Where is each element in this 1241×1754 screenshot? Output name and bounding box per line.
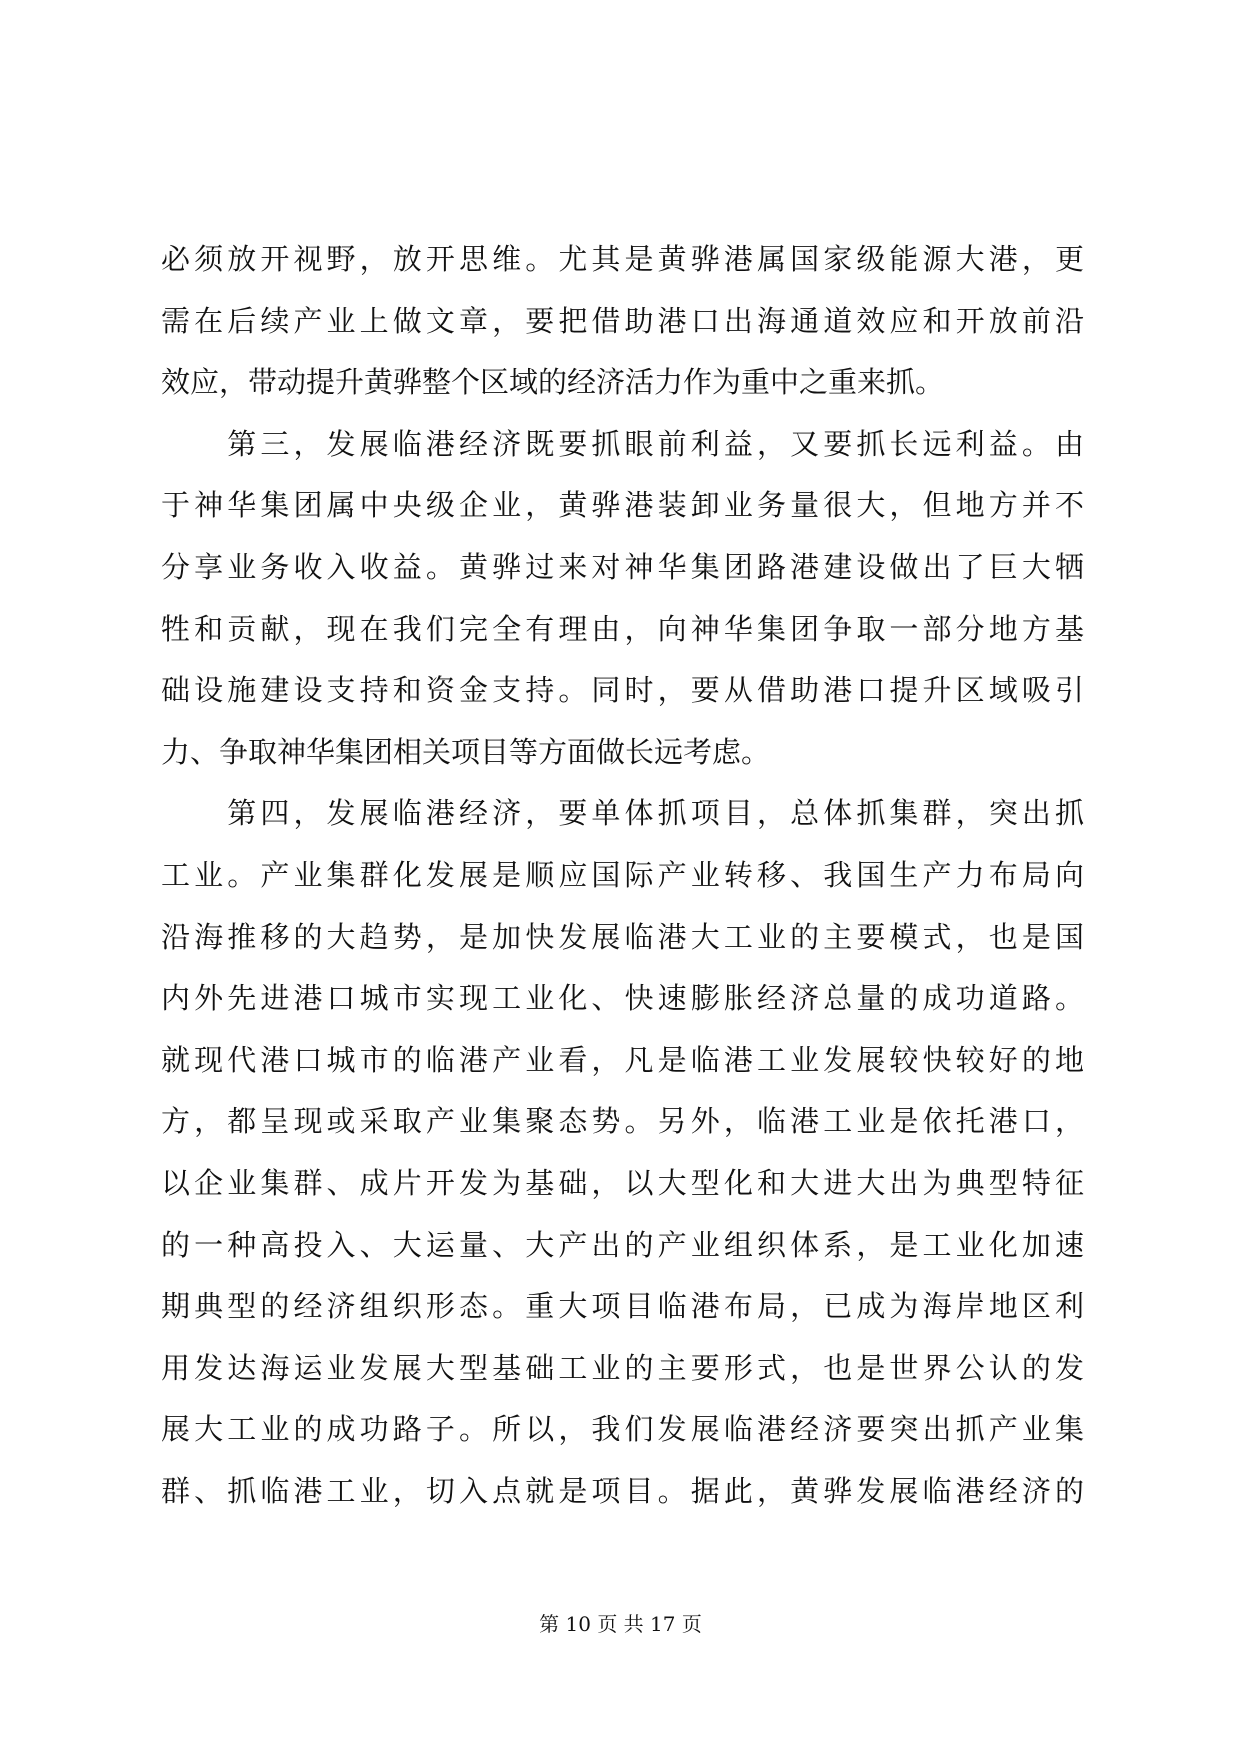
text-line: 的一种高投入、大运量、大产出的产业组织体系，是工业化加速 (161, 1227, 1084, 1262)
text-line: 展大工业的成功路子。所以，我们发展临港经济要突出抓产业集 (161, 1412, 1084, 1447)
body-text (161, 229, 1084, 1522)
text-line: 第三，发展临港经济既要抓眼前利益，又要抓长远利益。由 (161, 426, 1084, 461)
text-line: 力、争取神华集团相关项目等方面做长远考虑。 (161, 734, 771, 769)
text-line: 工业。产业集群化发展是顺应国际产业转移、我国生产力布局向 (161, 857, 1084, 892)
page-number-footer: 第 10 页 共 17 页 (539, 1612, 702, 1636)
text-line: 必须放开视野，放开思维。尤其是黄骅港属国家级能源大港，更 (161, 242, 1084, 276)
text-line: 就现代港口城市的临港产业看，凡是临港工业发展较快较好的地 (161, 1042, 1084, 1077)
text-line: 以企业集群、成片开发为基础，以大型化和大进大出为典型特征 (161, 1165, 1084, 1200)
text-line: 期典型的经济组织形态。重大项目临港布局，已成为海岸地区利 (161, 1289, 1084, 1324)
text-line: 础设施建设支持和资金支持。同时，要从借助港口提升区域吸引 (161, 673, 1084, 708)
text-line: 牲和贡献，现在我们完全有理由，向神华集团争取一部分地方基 (161, 611, 1084, 646)
text-line: 群、抓临港工业，切入点就是项目。据此，黄骅发展临港经济的 (161, 1473, 1084, 1508)
text-line: 需在后续产业上做文章，要把借助港口出海通道效应和开放前沿 (161, 303, 1084, 338)
text-line: 沿海推移的大趋势，是加快发展临港大工业的主要模式，也是国 (161, 919, 1084, 954)
text-line: 分享业务收入收益。黄骅过来对神华集团路港建设做出了巨大牺 (161, 549, 1084, 584)
text-line: 于神华集团属中央级企业，黄骅港装卸业务量很大，但地方并不 (161, 488, 1084, 523)
text-line: 效应，带动提升黄骅整个区域的经济活力作为重中之重来抓。 (161, 365, 945, 400)
text-line: 内外先进港口城市实现工业化、快速膨胀经济总量的成功道路。 (161, 981, 1084, 1016)
text-line: 方，都呈现或采取产业集聚态势。另外，临港工业是依托港口， (161, 1104, 1084, 1139)
text-line: 用发达海运业发展大型基础工业的主要形式，也是世界公认的发 (161, 1350, 1084, 1385)
text-line: 第四，发展临港经济，要单体抓项目，总体抓集群，突出抓 (161, 796, 1084, 831)
